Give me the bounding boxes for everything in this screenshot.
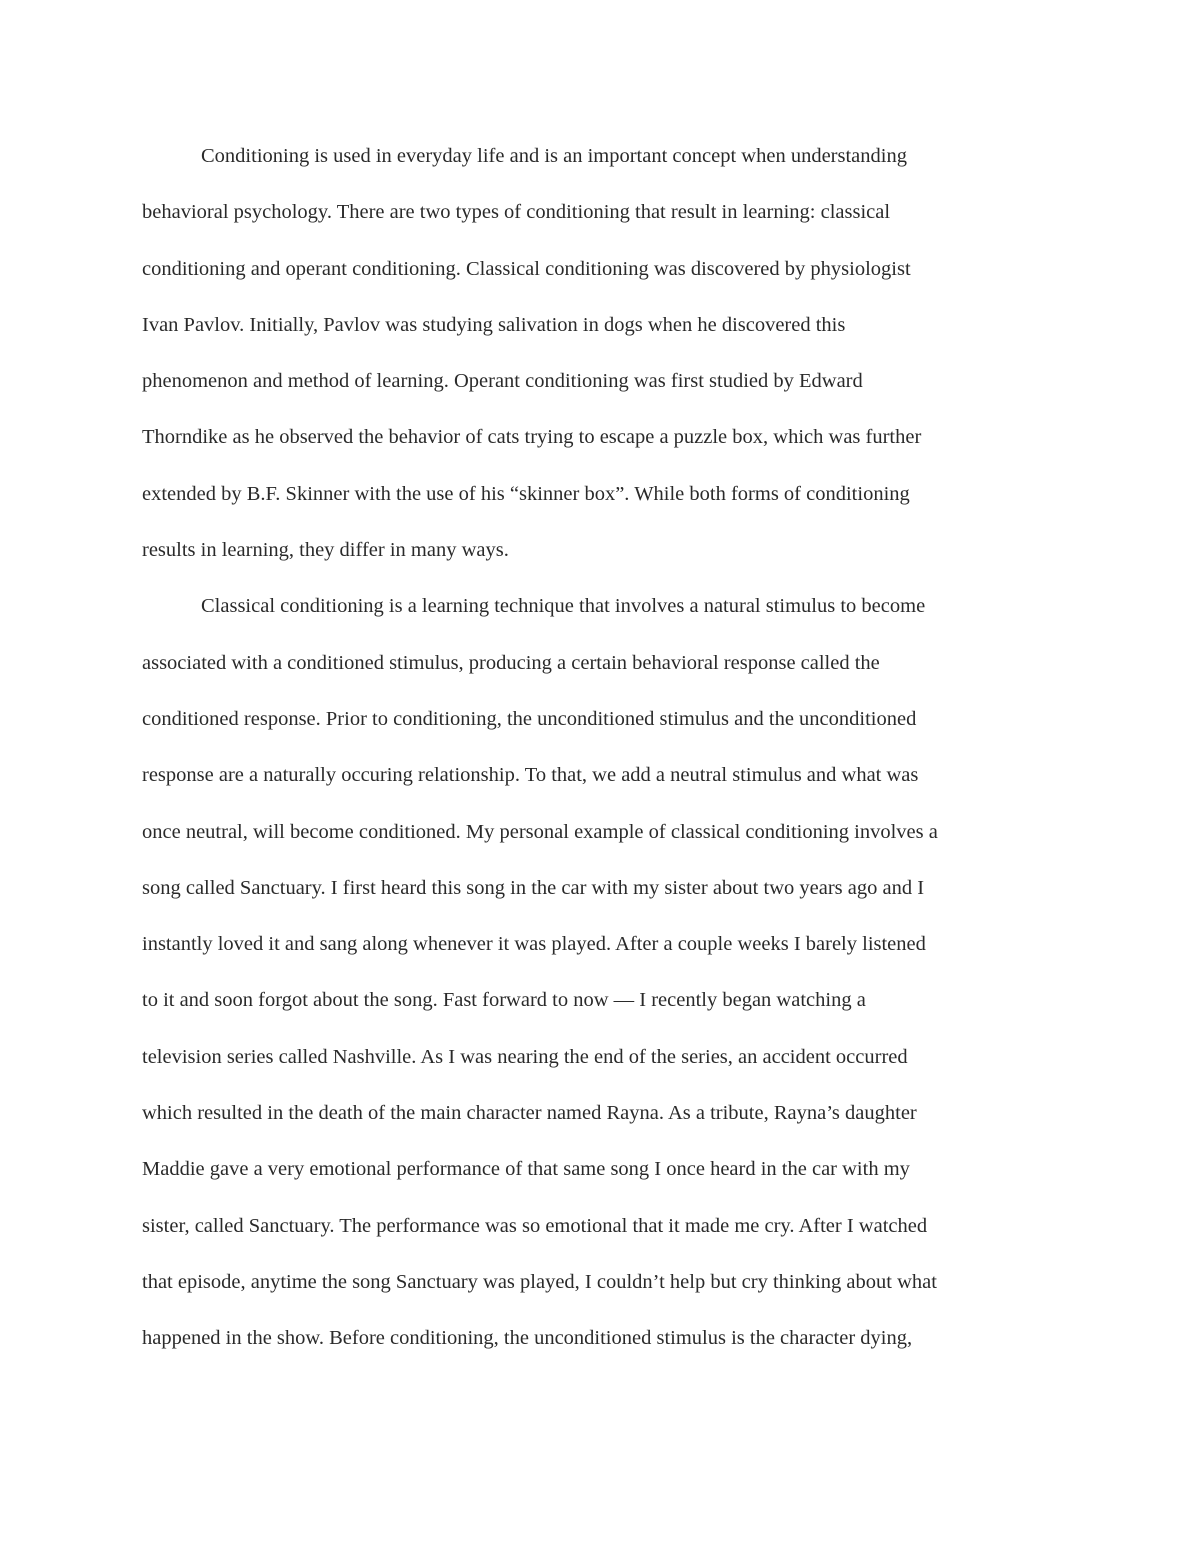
paragraph-line: phenomenon and method of learning. Operant conditioning was first studied by Edward: [142, 370, 863, 393]
paragraph-line: results in learning, they differ in many ways.: [142, 539, 509, 562]
paragraph-line: Maddie gave a very emotional performance of that same song I once heard in the car with my: [142, 1158, 910, 1181]
essay-body: [142, 128, 1062, 1367]
paragraph-line: that episode, anytime the song Sanctuary was played, I couldn’t help but cry thinking about what: [142, 1270, 937, 1293]
paragraph-line: behavioral psychology. There are two types of conditioning that result in learning: classical: [142, 201, 891, 224]
paragraph-line: to it and soon forgot about the song. Fast forward to now — I recently began watching a: [142, 989, 866, 1012]
paragraph-line: happened in the show. Before conditioning, the unconditioned stimulus is the character dying,: [142, 1327, 913, 1350]
paragraph-line: Thorndike as he observed the behavior of cats trying to escape a puzzle box, which was further: [142, 426, 922, 449]
paragraph-line: Ivan Pavlov. Initially, Pavlov was studying salivation in dogs when he discovered this: [142, 313, 846, 336]
paragraph-2: [142, 578, 1062, 1366]
paragraph-line: conditioning and operant conditioning. Classical conditioning was discovered by physiologist: [142, 257, 911, 280]
paragraph-line: response are a naturally occuring relationship. To that, we add a neutral stimulus and what was: [142, 764, 919, 787]
paragraph-1: [142, 128, 1062, 578]
paragraph-line: which resulted in the death of the main character named Rayna. As a tribute, Rayna’s daughter: [142, 1102, 917, 1125]
paragraph-line: television series called Nashville. As I was nearing the end of the series, an accident occurred: [142, 1045, 908, 1068]
paragraph-line: Classical conditioning is a learning technique that involves a natural stimulus to become: [201, 595, 926, 618]
paragraph-line: sister, called Sanctuary. The performance was so emotional that it made me cry. After I watched: [142, 1214, 928, 1237]
paragraph-line: associated with a conditioned stimulus, producing a certain behavioral response called the: [142, 651, 880, 674]
paragraph-line: conditioned response. Prior to conditioning, the unconditioned stimulus and the unconditioned: [142, 707, 917, 730]
paragraph-line: extended by B.F. Skinner with the use of his “skinner box”. While both forms of conditioning: [142, 482, 910, 505]
paragraph-line: song called Sanctuary. I first heard this song in the car with my sister about two years ago and I: [142, 876, 925, 899]
paragraph-line: once neutral, will become conditioned. My personal example of classical conditioning involves a: [142, 820, 938, 843]
paragraph-line: instantly loved it and sang along whenever it was played. After a couple weeks I barely listened: [142, 933, 926, 956]
paragraph-line: Conditioning is used in everyday life and is an important concept when understanding: [201, 145, 907, 167]
